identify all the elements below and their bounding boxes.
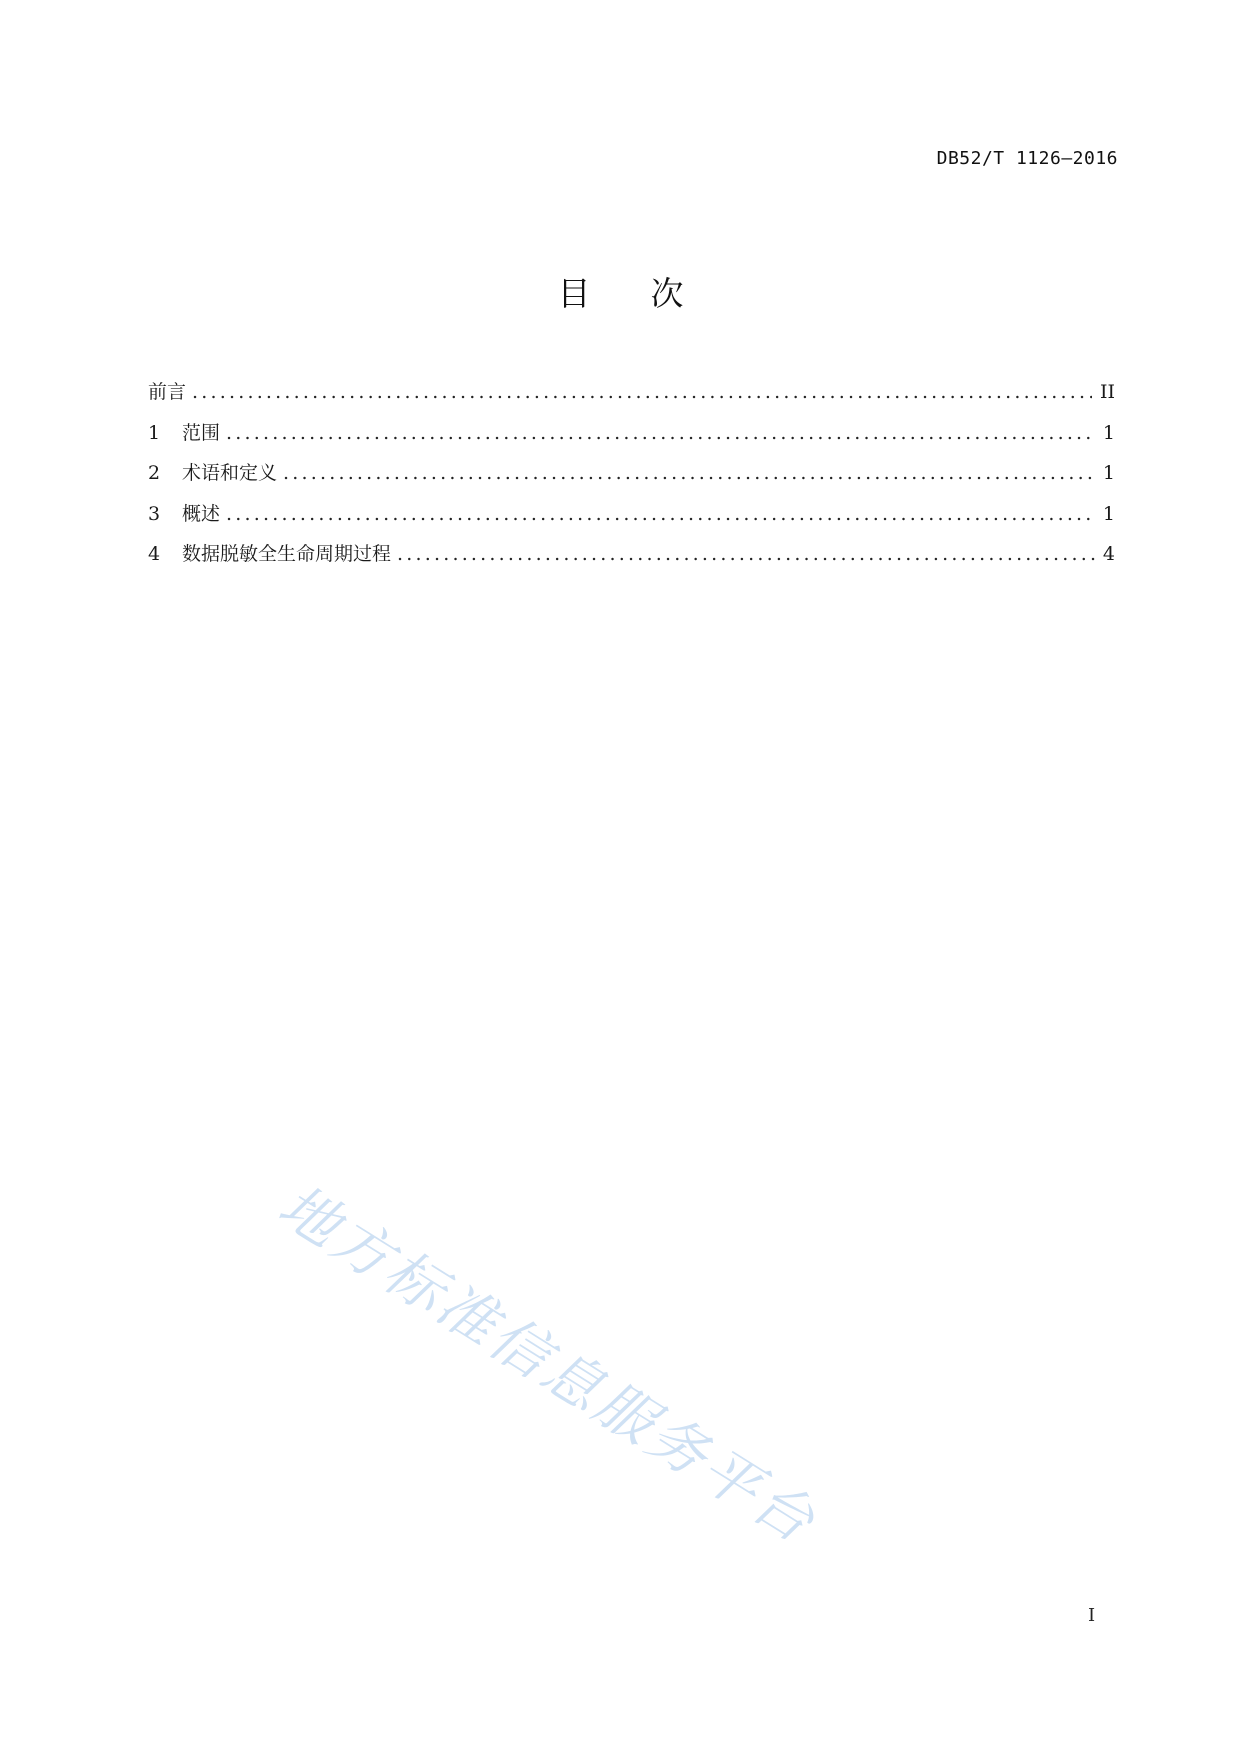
standard-code: DB52/T 1126—2016: [936, 148, 1118, 169]
toc-entry-page: 4: [1102, 543, 1115, 565]
toc-leader-dots: [397, 534, 1095, 575]
toc-entry-text: 概述: [182, 502, 221, 525]
toc-entry-text: 数据脱敏全生命周期过程: [182, 543, 392, 565]
page-title: [0, 268, 1241, 315]
toc-leader-dots: [192, 372, 1092, 413]
toc-entry-number: 1: [148, 421, 161, 444]
toc-leader-dots: [283, 453, 1095, 494]
toc-entry-overview[interactable]: [148, 494, 1115, 535]
toc-entry-foreword[interactable]: [148, 372, 1115, 413]
watermark: 地方标准信息服务平台: [267, 1171, 829, 1558]
toc-entry-number: 2: [148, 462, 161, 484]
toc-leader-dots: [226, 413, 1095, 454]
toc-entry-number: 4: [148, 543, 161, 565]
toc-entry-page: 1: [1102, 502, 1115, 525]
toc-entry-terms[interactable]: [148, 453, 1115, 494]
toc-entry-page: 1: [1102, 462, 1115, 484]
toc-entry-text: 前言: [148, 381, 187, 403]
toc-entry-text: 术语和定义: [182, 462, 278, 484]
table-of-contents: [148, 372, 1115, 575]
page-title-part2: 次: [650, 274, 684, 313]
toc-entry-page: 1: [1102, 421, 1115, 444]
toc-entry-lifecycle[interactable]: [148, 534, 1115, 575]
toc-entry-scope[interactable]: [148, 413, 1115, 454]
toc-entry-text: 范围: [182, 421, 221, 444]
page-title-part1: 目: [557, 274, 591, 313]
toc-leader-dots: [226, 494, 1095, 535]
page-number: I: [1088, 1605, 1096, 1626]
toc-entry-page: II: [1099, 381, 1115, 403]
toc-entry-number: 3: [148, 502, 161, 525]
